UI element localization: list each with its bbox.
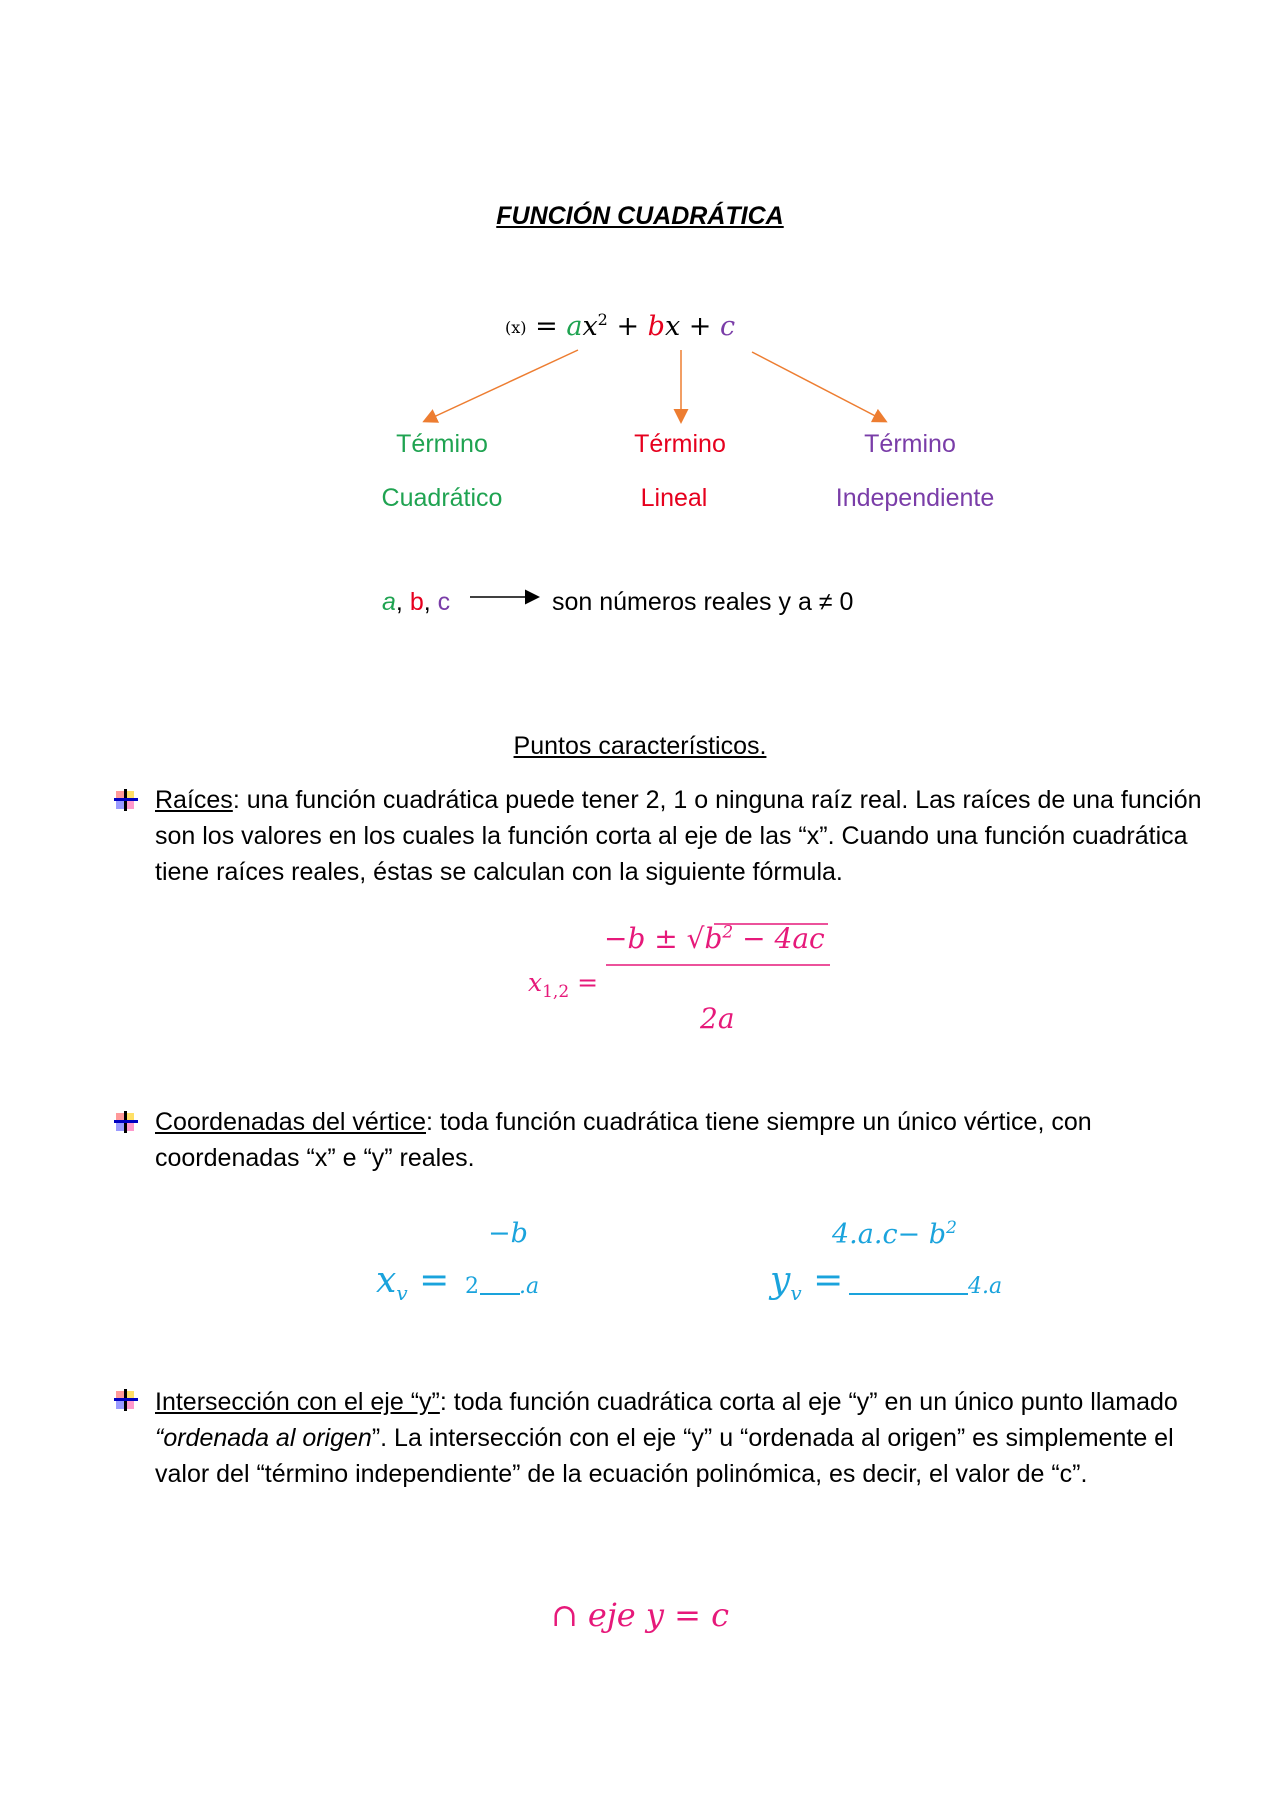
exponent-2: 2 (597, 310, 608, 329)
roots-paragraph (147, 782, 1207, 890)
coef-c: c (720, 311, 736, 342)
fx-argument: (x) (505, 318, 527, 337)
xv-eq: = (419, 1260, 450, 1301)
coef-line-c: c (437, 588, 451, 616)
term-independent-line1: Término (864, 430, 956, 458)
coef-line-sep1: , (395, 588, 410, 616)
bullet-plus-icon (113, 788, 139, 812)
var-x-linear: x (664, 311, 681, 342)
arrow-to-quadratic (425, 350, 578, 421)
coef-line-a: a (382, 588, 396, 616)
yv-var: y (770, 1260, 791, 1301)
intercept-paragraph (147, 1384, 1207, 1492)
term-independent-line2: Independiente (835, 484, 995, 512)
xv-lhs (376, 1260, 449, 1305)
xv-den-right: .a (519, 1274, 540, 1299)
roots-numerator-text: −b ± √b (604, 922, 723, 955)
yv-eq: = (813, 1260, 844, 1301)
page-title: FUNCIÓN CUADRÁTICA (496, 202, 784, 230)
intercept-text1: : toda función cuadrática corta al eje “y” en un único punto llamado (439, 1388, 1178, 1416)
term-quadratic-line2: Cuadrático (381, 484, 503, 512)
yv-sub: v (790, 1281, 802, 1306)
coef-b: b (647, 311, 665, 342)
roots-text: : una función cuadrática puede tener 2, 1 o ninguna raíz real. Las raíces de una función son los valores en los cuales la función corta al eje de las “x”. Cuando una función cuadrática tiene raíces reales, éstas se calculan con la siguiente fórmula. (155, 786, 1202, 886)
yv-lhs (770, 1260, 843, 1305)
roots-formula-lhs (528, 968, 598, 1002)
section-title: Puntos característicos. (513, 732, 767, 760)
yv-numerator-text: 4.a.c− b (832, 1219, 947, 1250)
vertex-label: Coordenadas del vértice (155, 1108, 426, 1136)
intercept-label: Intersección con el eje “y” (155, 1388, 440, 1416)
roots-numerator (604, 922, 825, 955)
vertex-paragraph (147, 1104, 1207, 1176)
plus-sign-2: + (688, 311, 712, 342)
yv-numerator-sq: 2 (946, 1218, 957, 1238)
yv-numerator (832, 1218, 957, 1250)
intercept-text2: ”. La intersección con el eje “y” u “ordenada al origen” es simplemente el valor del “término independiente” de la ecuación polinómica, es decir, el valor de “c”. (155, 1424, 1174, 1488)
roots-label: Raíces (155, 786, 233, 814)
bullet-plus-icon (113, 1388, 139, 1412)
vertex-text: : toda función cuadrática tiene siempre un único vértice, con coordenadas “x” e “y” reales. (155, 1108, 1092, 1172)
roots-lhs-var: x (528, 968, 543, 997)
term-quadratic-line1: Término (396, 430, 488, 458)
roots-lhs-sub: 1,2 (542, 982, 570, 1002)
xv-den-left: 2 (465, 1274, 479, 1299)
term-linear-line1: Término (634, 430, 726, 458)
roots-numerator-rest: − 4ac (733, 922, 825, 955)
roots-numerator-sq: 2 (722, 922, 734, 943)
bullet-plus-icon (113, 1110, 139, 1134)
coef-line-sep2: , (423, 588, 438, 616)
intercept-italic: “ordenada al origen (155, 1424, 372, 1452)
xv-var: x (376, 1260, 397, 1301)
var-x-quadratic: x (582, 311, 598, 342)
intercept-formula: ∩ eje y = c (550, 1596, 730, 1634)
term-linear-line2: Lineal (640, 484, 708, 512)
xv-numerator: −b (488, 1218, 528, 1249)
coef-a: a (566, 311, 583, 342)
roots-denominator: 2a (700, 1002, 735, 1035)
coefficient-description: son números reales y a ≠ 0 (552, 588, 854, 616)
xv-sub: v (396, 1281, 408, 1306)
plus-sign-1: + (616, 311, 640, 342)
coefficient-line (382, 584, 450, 620)
arrow-to-independent (752, 352, 885, 421)
roots-lhs-eq: = (577, 968, 599, 997)
equals-sign: = (535, 311, 558, 342)
coef-line-b: b (409, 588, 424, 616)
yv-denominator: 4.a (968, 1274, 1003, 1299)
